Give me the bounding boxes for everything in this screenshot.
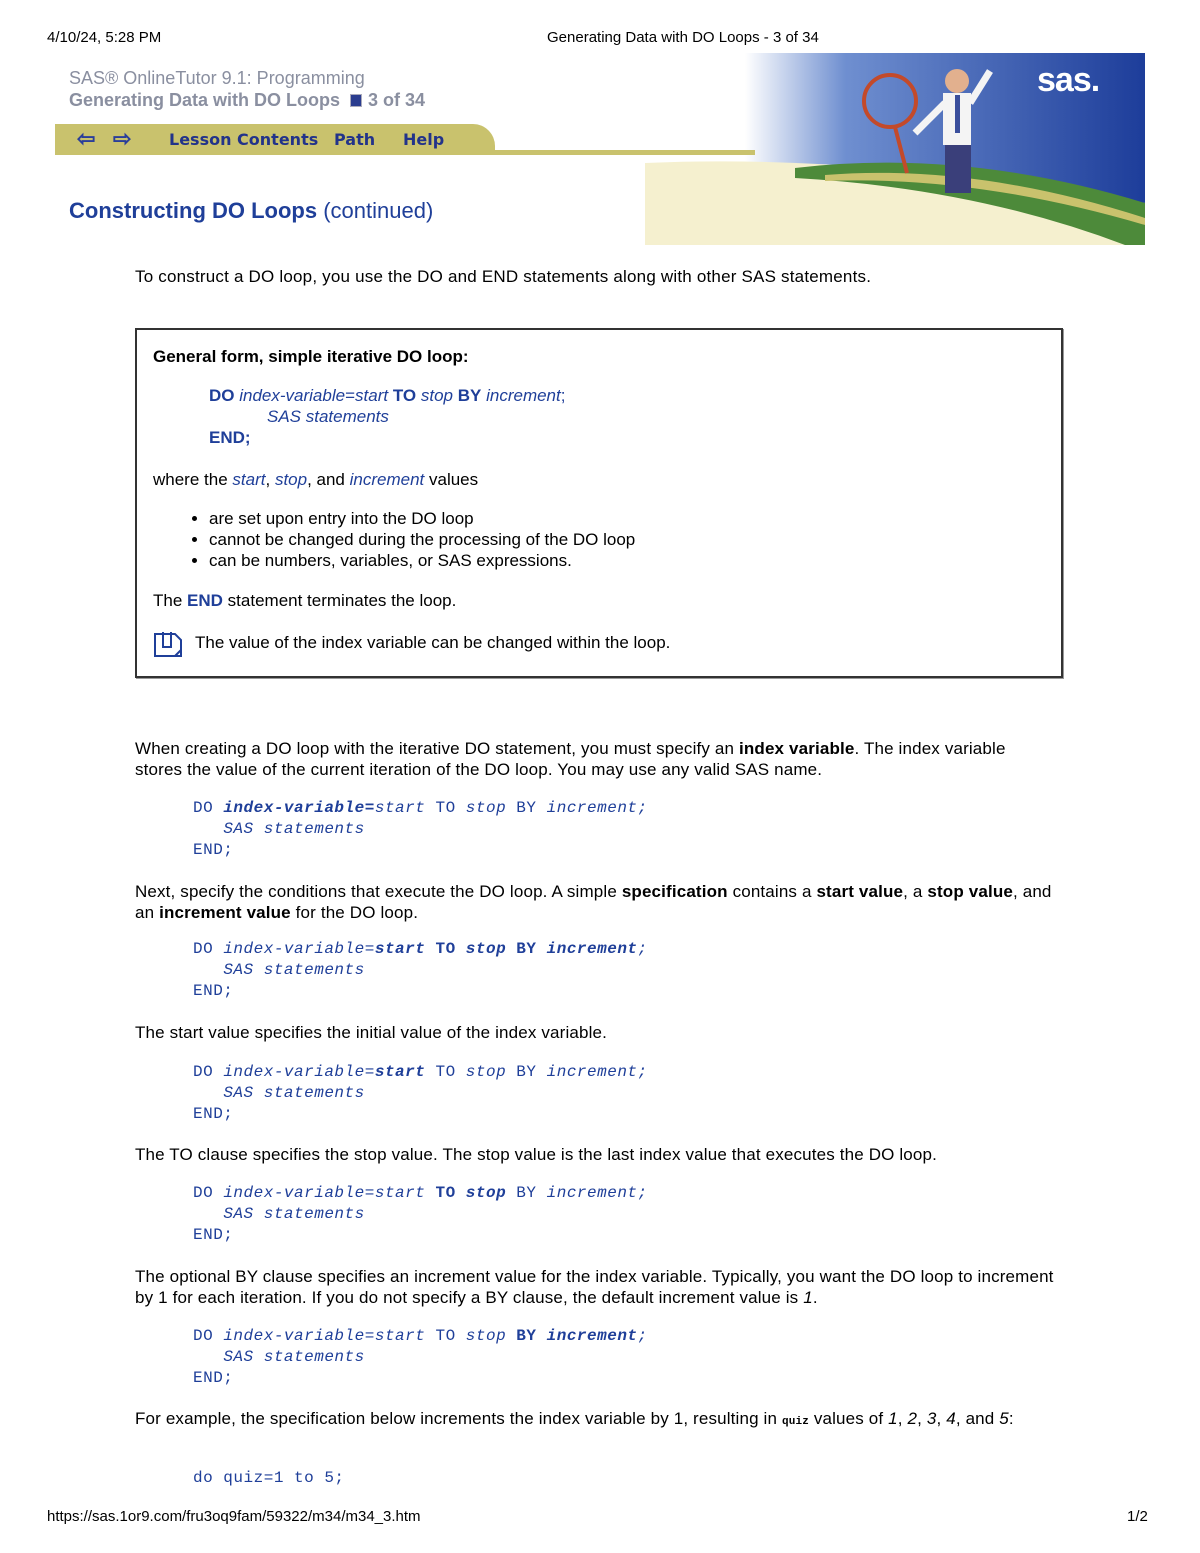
p2-h: increment value [159, 903, 291, 922]
paragraph-by-clause [135, 1266, 1055, 1308]
p5-pre: The optional BY clause specifies an increment value for the index variable. Typically, you want the DO loop to increment by 1 for each iteration. If you do not specify a BY clause, the default increment value is [135, 1267, 1054, 1307]
course-title: SAS® OnlineTutor 9.1: Programming [69, 68, 365, 88]
print-title: Generating Data with DO Loops - 3 of 34 [547, 29, 819, 46]
arg-start: start [355, 386, 389, 405]
page-indicator: 3 of 34 [368, 90, 426, 110]
note-text: The value of the index variable can be changed within the loop. [195, 633, 671, 652]
rules-list [153, 508, 635, 571]
list-item: • cannot be changed during the processing of the DO loop [209, 529, 635, 550]
paragraph-specification [135, 881, 1055, 923]
kw-by: BY [457, 386, 482, 405]
p5-value: 1 [803, 1288, 813, 1307]
kw-to: TO [392, 386, 417, 405]
code-block-4: DO index-variable=start TO stop BY increment; SAS statements END; [193, 1184, 648, 1244]
where-pre: where the [153, 470, 228, 489]
p5-end: . [812, 1288, 818, 1307]
arg-index-variable: index-variable [239, 386, 346, 405]
code-block-1: DO index-variable=start TO stop BY increment; SAS statements END; [193, 799, 648, 859]
note-icon [153, 630, 183, 658]
lesson-title [69, 90, 425, 111]
p2-b: specification [621, 882, 728, 901]
example-code: do quiz=1 to 5; [193, 1469, 345, 1487]
navigation-bar [55, 124, 495, 154]
print-url: https://sas.1or9.com/fru3oq9fam/59322/m34/m34_3.htm [47, 1508, 421, 1525]
general-form-box [135, 328, 1063, 678]
help-link[interactable]: Help [403, 130, 445, 149]
syntax-line-statements: SAS statements [267, 407, 389, 426]
intro-text: To construct a DO loop, you use the DO and END statements along with other SAS statements. [135, 267, 872, 286]
where-post: values [429, 470, 479, 489]
list-item: • are set upon entry into the DO loop [209, 508, 635, 529]
end-statement-text [153, 591, 456, 611]
p1-bold: index variable [739, 739, 855, 758]
paragraph-index-variable [135, 738, 1055, 780]
print-date: 4/10/24, 5:28 PM [47, 29, 162, 46]
path-link[interactable]: Path [334, 130, 376, 149]
p6-value: 4 [946, 1409, 956, 1428]
p2-g: , and an [135, 882, 1052, 922]
where-comma: , [265, 470, 271, 489]
p6-value: 2 [907, 1409, 918, 1428]
lesson-contents-link[interactable]: Lesson Contents [169, 130, 319, 149]
where-increment: increment [349, 470, 425, 489]
end-post: statement terminates the loop. [227, 591, 457, 610]
page-icon [350, 94, 362, 107]
p6-value: 3 [926, 1409, 937, 1428]
end-keyword: END [187, 591, 223, 610]
where-start: start [232, 470, 266, 489]
sas-banner-image [645, 53, 1145, 245]
p6-value: 1 [888, 1409, 898, 1428]
where-and: , and [307, 470, 345, 489]
paragraph-stop-value: The TO clause specifies the stop value. The stop value is the last index value that executes the DO loop. [135, 1145, 937, 1164]
syntax-line-do [209, 386, 565, 406]
p6-value: 5 [999, 1409, 1009, 1428]
print-page-count: 1/2 [1127, 1508, 1148, 1525]
kw-do: DO [209, 386, 235, 405]
p6-colon: : [1008, 1409, 1014, 1428]
p6-and: and [965, 1409, 995, 1428]
forward-arrow-icon[interactable]: ⇨ [113, 126, 132, 151]
end-pre: The [153, 591, 183, 610]
p2-d: start value [816, 882, 904, 901]
arg-increment: increment [486, 386, 561, 405]
p6-code: quiz [781, 1416, 809, 1428]
sas-logo: sas. [1037, 61, 1100, 99]
where-stop: stop [274, 470, 308, 489]
page-title-main: Constructing DO Loops [69, 198, 318, 223]
p6-pre: For example, the specification below increments the index variable by 1, resulting in [135, 1409, 778, 1428]
p6-mid: values of [813, 1409, 884, 1428]
code-block-5: DO index-variable=start TO stop BY increment; SAS statements END; [193, 1327, 648, 1387]
code-block-3: DO index-variable=start TO stop BY increment; SAS statements END; [193, 1063, 648, 1123]
p2-i: for the DO loop. [295, 903, 419, 922]
p2-c: contains a [732, 882, 812, 901]
p2-a: Next, specify the conditions that execute the DO loop. A simple [135, 882, 617, 901]
code-block-2: DO index-variable=start TO stop BY increment; SAS statements END; [193, 940, 648, 1000]
general-form-title: General form, simple iterative DO loop: [153, 347, 469, 366]
page-title-sub: (continued) [323, 198, 434, 223]
arg-stop: stop [420, 386, 453, 405]
lesson-name: Generating Data with DO Loops [69, 90, 341, 110]
back-arrow-icon[interactable]: ⇦ [77, 126, 96, 151]
syntax-line-end: END; [209, 428, 251, 447]
where-text [153, 470, 478, 490]
list-item: • can be numbers, variables, or SAS expressions. [209, 550, 635, 571]
page-title [69, 198, 433, 224]
equals-sign: = [345, 386, 356, 405]
p1-pre: When creating a DO loop with the iterative DO statement, you must specify an [135, 739, 735, 758]
p2-f: stop value [927, 882, 1013, 901]
p1-post: . The index variable stores the value of the current iteration of the DO loop. You may use any valid SAS name. [135, 739, 1006, 779]
p2-e: , a [903, 882, 923, 901]
paragraph-start-value: The start value specifies the initial value of the index variable. [135, 1023, 607, 1042]
semicolon: ; [560, 386, 566, 405]
paragraph-example: For example, the specification below increments the index variable by 1, resulting in quiz values of 1, 2, 3, 4, and 5: [135, 1409, 1014, 1428]
